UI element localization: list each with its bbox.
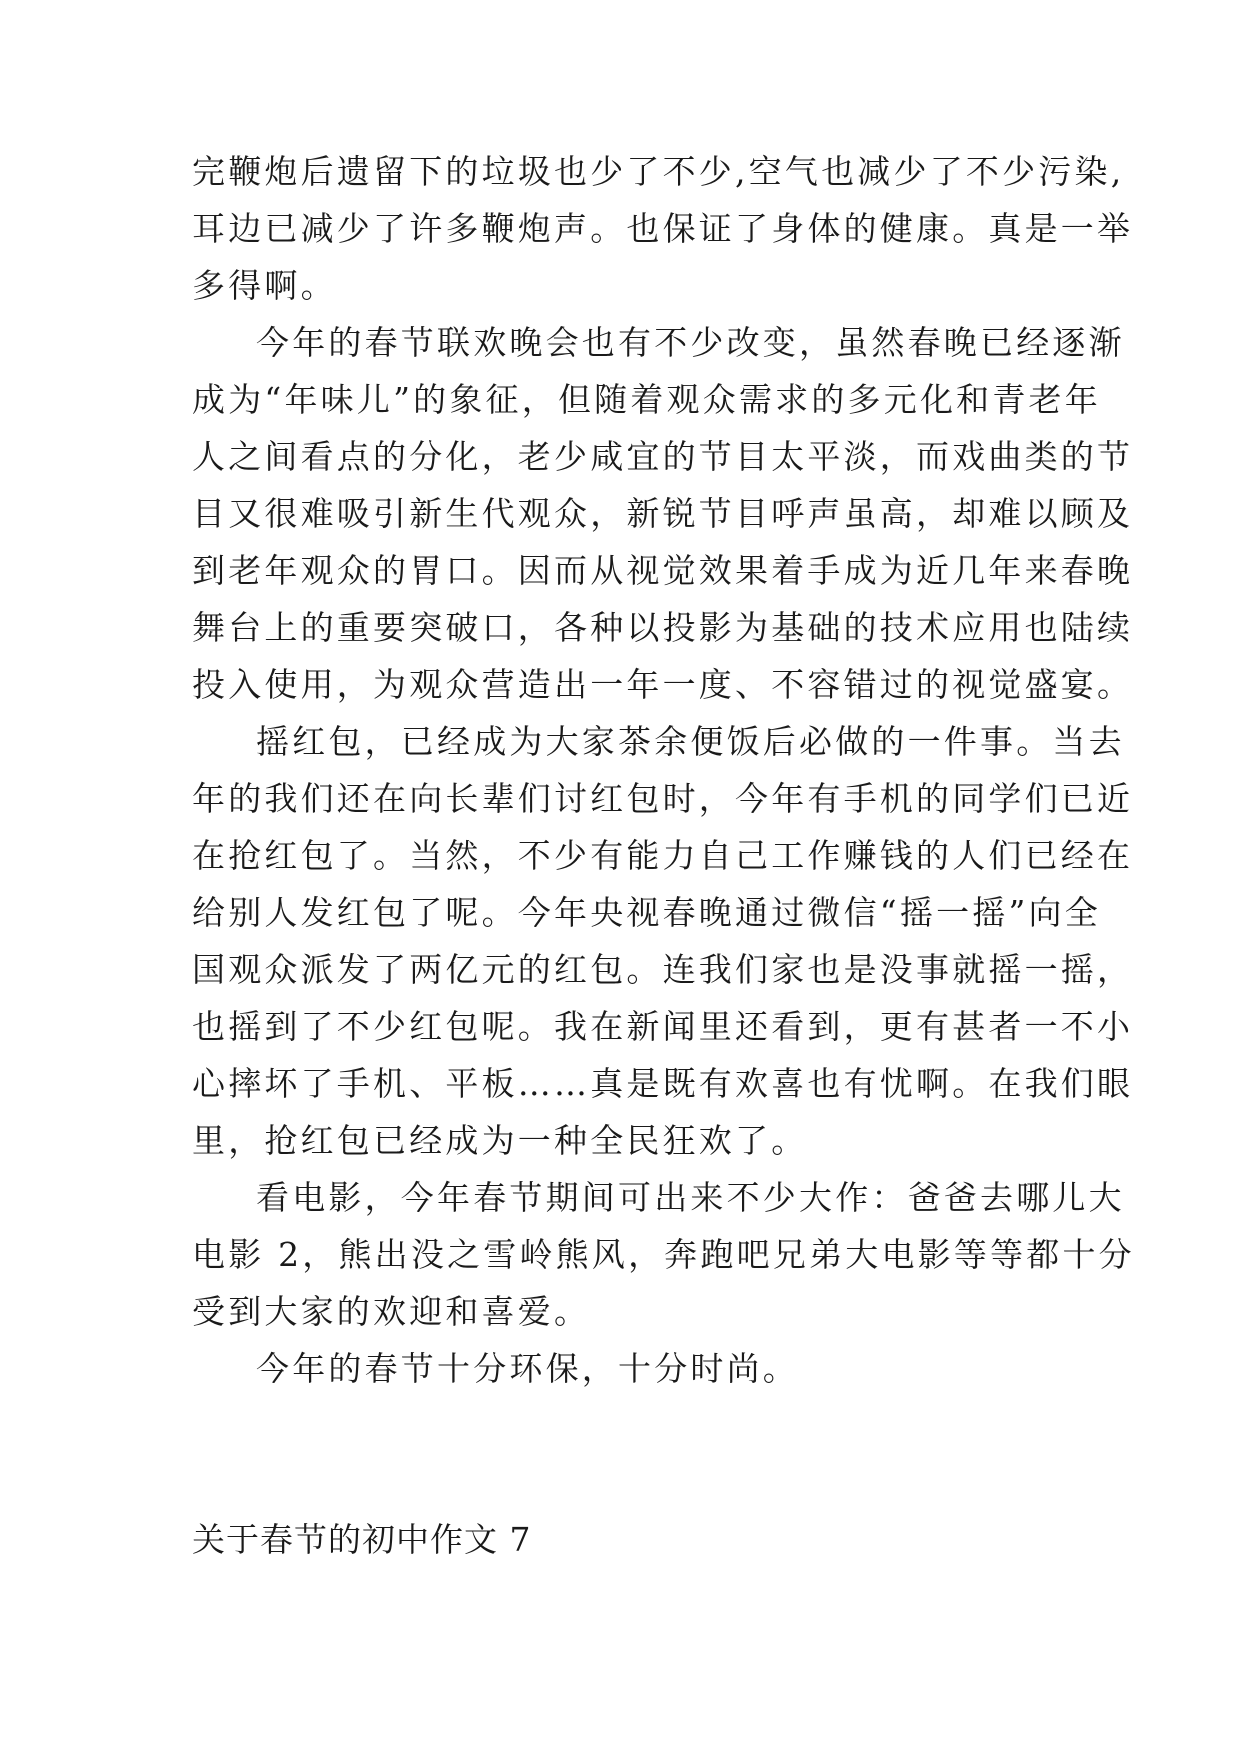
section-heading: 关于春节的初中作文 7: [192, 1520, 532, 1559]
text-line: 电影 2，熊出没之雪岭熊风，奔跑吧兄弟大电影等等都十分: [192, 1235, 1135, 1274]
text-line: 心摔坏了手机、平板……真是既有欢喜也有忧啊。在我们眼: [192, 1064, 1134, 1103]
paragraph-start-line: 看电影，今年春节期间可出来不少大作：爸爸去哪儿大: [256, 1178, 1125, 1217]
text-line: 人之间看点的分化，老少咸宜的节目太平淡，而戏曲类的节: [192, 437, 1134, 476]
text-line: 耳边已减少了许多鞭炮声。也保证了身体的健康。真是一举: [192, 209, 1134, 248]
text-line: 完鞭炮后遗留下的垃圾也少了不少,空气也减少了不少污染,: [192, 152, 1125, 191]
paragraph-start-line: 今年的春节联欢晚会也有不少改变，虽然春晚已经逐渐: [256, 323, 1125, 362]
text-line: 舞台上的重要突破口，各种以投影为基础的技术应用也陆续: [192, 608, 1134, 647]
text-line: 也摇到了不少红包呢。我在新闻里还看到，更有甚者一不小: [192, 1007, 1134, 1046]
text-line: 在抢红包了。当然，不少有能力自己工作赚钱的人们已经在: [192, 836, 1134, 875]
text-line: 给别人发红包了呢。今年央视春晚通过微信“摇一摇”向全: [192, 893, 1101, 932]
text-line: 投入使用，为观众营造出一年一度、不容错过的视觉盛宴。: [192, 665, 1134, 704]
text-line: 国观众派发了两亿元的红包。连我们家也是没事就摇一摇，: [192, 950, 1134, 989]
paragraph-start-line: 摇红包，已经成为大家茶余便饭后必做的一件事。当去: [256, 722, 1125, 761]
text-line: 目又很难吸引新生代观众，新锐节目呼声虽高，却难以顾及: [192, 494, 1134, 533]
text-line: 受到大家的欢迎和喜爱。: [192, 1292, 591, 1331]
text-line: 到老年观众的胃口。因而从视觉效果着手成为近几年来春晚: [192, 551, 1134, 590]
text-line: 多得啊。: [192, 266, 337, 305]
paragraph-start-line: 今年的春节十分环保，十分时尚。: [256, 1349, 799, 1388]
text-line: 年的我们还在向长辈们讨红包时，今年有手机的同学们已近: [192, 779, 1134, 818]
text-line: 里，抢红包已经成为一种全民狂欢了。: [192, 1121, 808, 1160]
text-line: 成为“年味儿”的象征，但随着观众需求的多元化和青老年: [192, 380, 1101, 419]
